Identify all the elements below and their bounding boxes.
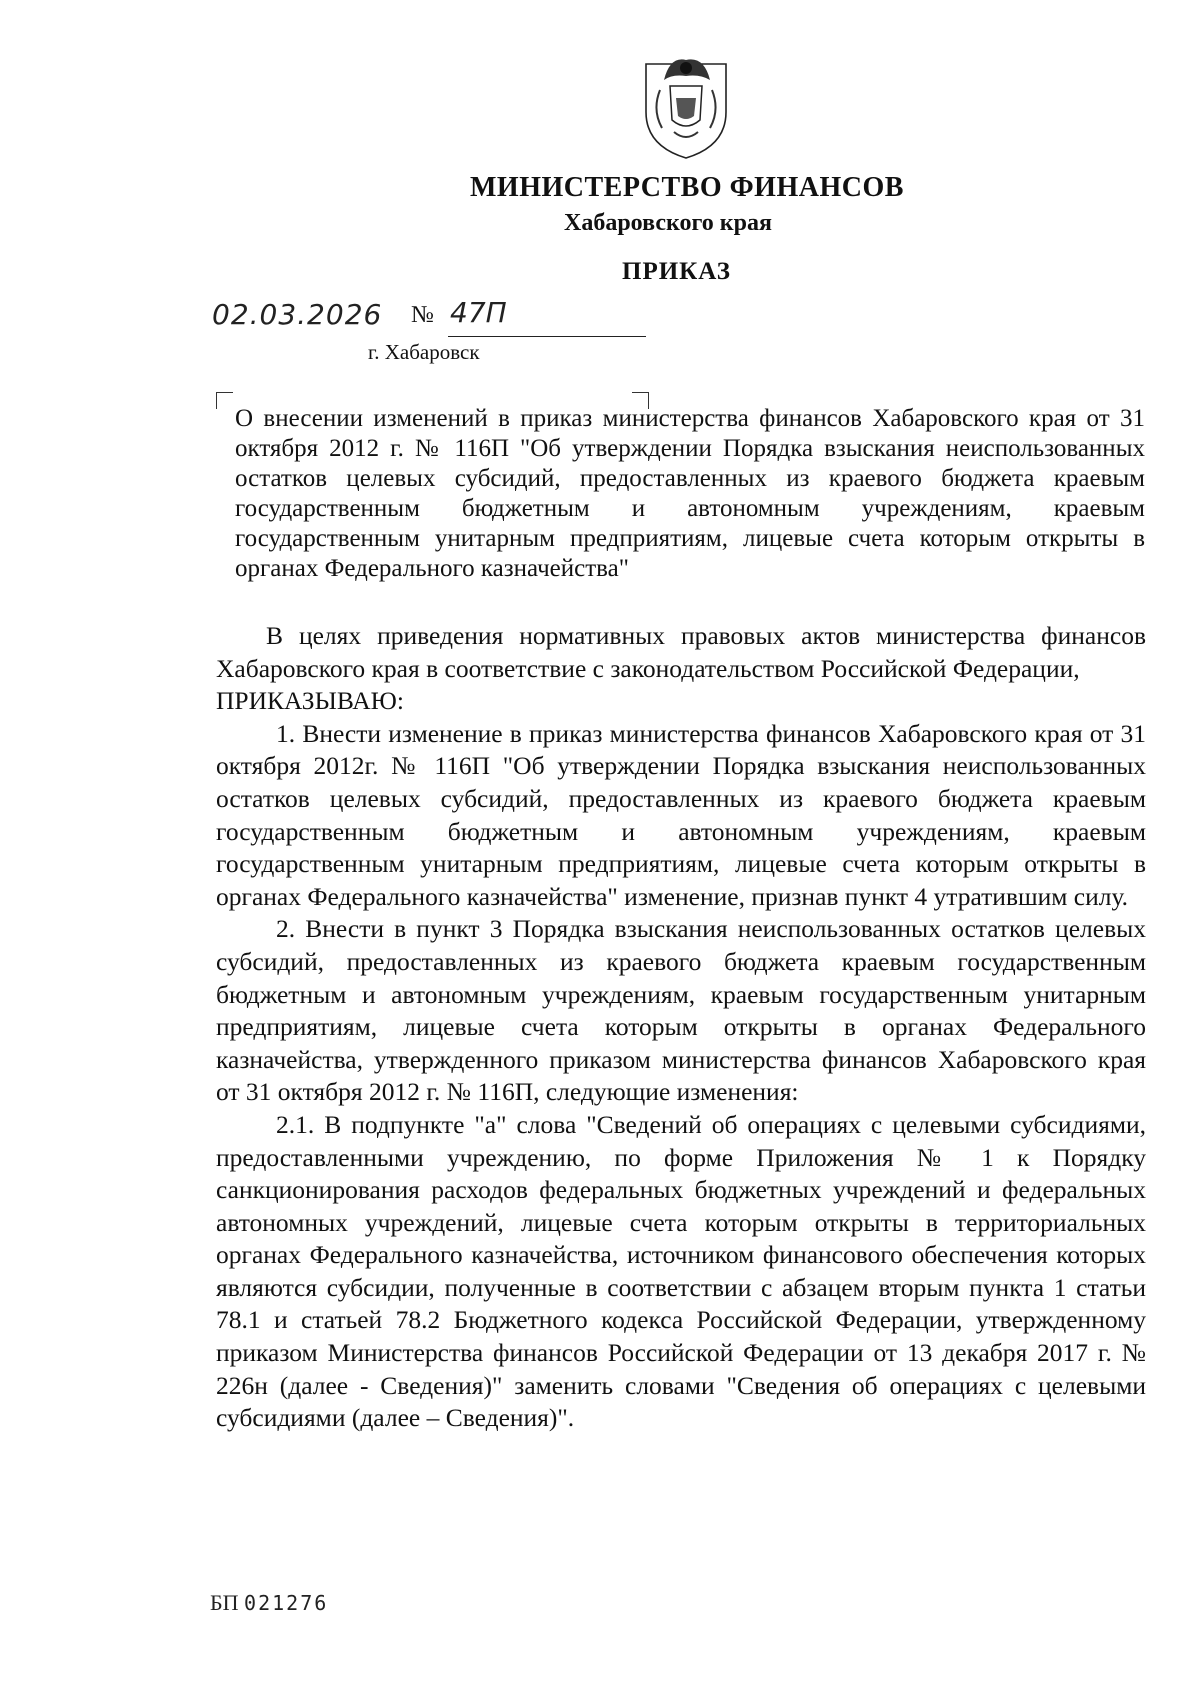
order-date: 02.03.2026 (212, 298, 383, 331)
number-underline (448, 336, 646, 337)
form-serial-number: 021276 (244, 1591, 329, 1615)
document-type: ПРИКАЗ (622, 258, 731, 285)
order-number: 47П (450, 296, 507, 329)
ministry-name: МИНИСТЕРСТВО ФИНАНСОВ (470, 172, 904, 203)
item-1: 1. Внести изменение в приказ министерства финансов Хабаровского края от 31 октября 2012г. № 116П "Об утверждении Порядка взыскания неиспользованных остатков целевых субсидий, предоставленных из краевого бюджета краевым государственным бюджетным и автономным учреждениям, краевым государственным унитарным предприятиям, лицевые счета которым открыты в органах Федерального казначейства" изменение, признав пункт 4 утратившим силу. (216, 718, 1146, 911)
khabarovsk-coat-of-arms-icon (640, 50, 732, 162)
item-2-1: 2.1. В подпункте "а" слова "Сведений об операциях с целевыми субсидиями, предоставленными учреждению, по форме Приложения № 1 к Порядку санкционирования расходов федеральных бюджетных учреждений и федеральных автономных учреждений, лицевые счета которым открыты в территориальных органах Федерального казначейства, источником финансового обеспечения которых являются субсидии, полученные в соответствии с абзацем вторым пункта 1 статьи 78.1 и статьей 78.2 Бюджетного кодекса Российской Федерации, утвержденному приказом Министерства финансов Российской Федерации от 13 декабря 2017 г. № 226н (далее - Сведения)" заменить словами "Сведения об операциях с целевыми субсидиями (далее – Сведения)". (216, 1109, 1146, 1433)
form-serial (210, 1590, 328, 1616)
command-word: ПРИКАЗЫВАЮ: (216, 686, 404, 716)
preamble: В целях приведения нормативных правовых актов министерства финансов Хабаровского края в соответствие с законодательством Российской Федерации, (216, 621, 1146, 683)
item-2: 2. Внести в пункт 3 Порядка взыскания неиспользованных остатков целевых субсидий, предоставленных из краевого бюджета краевым государственным бюджетным и автономным учреждениям, краевым государственным унитарным предприятиям, лицевые счета которым открыты в органах Федерального казначейства, утвержденного приказом министерства финансов Хабаровского края от 31 октября 2012 г. № 116П, следующие изменения: (216, 914, 1146, 1107)
region-name: Хабаровского края (564, 210, 772, 236)
number-sign: № (411, 302, 434, 328)
form-series: БП (210, 1590, 239, 1615)
city: г. Хабаровск (368, 340, 480, 364)
order-subject: О внесении изменений в приказ министерства финансов Хабаровского края от 31 октября 2012 г. № 116П "Об утверждении Порядка взыскания неиспользованных остатков целевых субсидий, предоставленных из краевого бюджета краевым государственным бюджетным и автономным учреждениям, краевым государственным унитарным предприятиям, лицевые счета которым открыты в органах Федерального казначейства" (235, 405, 1145, 582)
subject-bracket-left (216, 392, 233, 409)
order-body (216, 620, 1146, 1435)
